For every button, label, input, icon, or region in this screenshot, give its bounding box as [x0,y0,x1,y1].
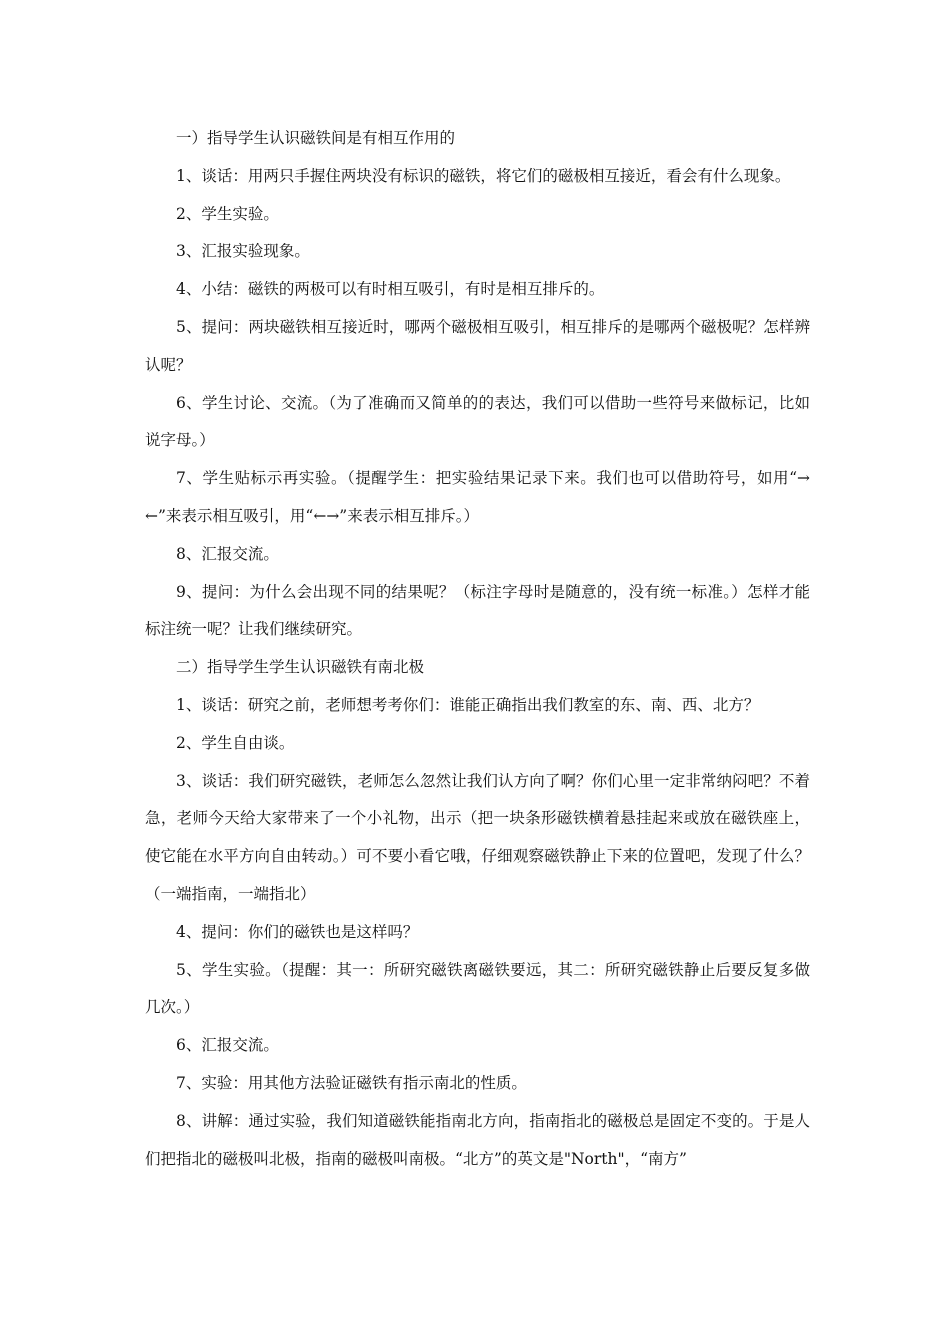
paragraph-2-1: 1、谈话：研究之前，老师想考考你们：谁能正确指出我们教室的东、南、西、北方？ [176,695,760,714]
section-heading-1: 一）指导学生认识磁铁间是有相互作用的 [176,129,456,147]
paragraph-1-6: 6、学生讨论、交流。（为了准确而又简单的的表达，我们可以借助一些符号来做标记，比如说字母。） [145,393,810,450]
paragraph-1-7: 7、学生贴标示再实验。（提醒学生：把实验结果记录下来。我们也可以借助符号，如用“→←”来表示相互吸引，用“←→”来表示相互排斥。） [145,469,810,525]
paragraph-1-8: 8、汇报交流。 [176,544,279,563]
paragraph-1-5: 5、提问：两块磁铁相互接近时，哪两个磁极相互吸引，相互排斥的是哪两个磁极呢？怎样辨认呢？ [145,317,810,374]
paragraph-2-7: 7、实验：用其他方法验证磁铁有指示南北的性质。 [176,1073,527,1092]
paragraph-1-3: 3、汇报实验现象。 [176,242,310,261]
paragraph-1-9: 9、提问：为什么会出现不同的结果呢？（标注字母时是随意的，没有统一标准。）怎样才能标注统一呢？让我们继续研究。 [145,582,810,639]
paragraph-1-4: 4、小结：磁铁的两极可以有时相互吸引，有时是相互排斥的。 [176,280,605,299]
paragraph-2-4: 4、提问：你们的磁铁也是这样吗？ [176,922,419,941]
paragraph-2-8: 8、讲解：通过实验，我们知道磁铁能指南北方向，指南指北的磁极总是固定不变的。于是人们把指北的磁极叫北极，指南的磁极叫南极。“北方”的英文是"North"，“南方” [145,1111,810,1168]
paragraph-2-5: 5、学生实验。（提醒：其一：所研究磁铁离磁铁要远，其二：所研究磁铁静止后要反复多做几次。） [145,960,810,1017]
paragraph-2-2: 2、学生自由谈。 [176,733,295,752]
document-body [145,120,810,1178]
section-heading-2: 二）指导学生学生认识磁铁有南北极 [176,658,425,677]
paragraph-1-2: 2、学生实验。 [176,204,279,223]
paragraph-2-6: 6、汇报交流。 [176,1036,279,1055]
paragraph-2-3: 3、谈话：我们研究磁铁，老师怎么忽然让我们认方向了啊？你们心里一定非常纳闷吧？不着急，老师今天给大家带来了一个小礼物，出示（把一块条形磁铁横着悬挂起来或放在磁铁座上，使它能在水平方向自由转动。）可不要小看它哦，仔细观察磁铁静止下来的位置吧，发现了什么？（一端指南，一端指北） [145,771,810,903]
paragraph-1-1: 1、谈话：用两只手握住两块没有标识的磁铁，将它们的磁极相互接近，看会有什么现象。 [176,166,791,185]
